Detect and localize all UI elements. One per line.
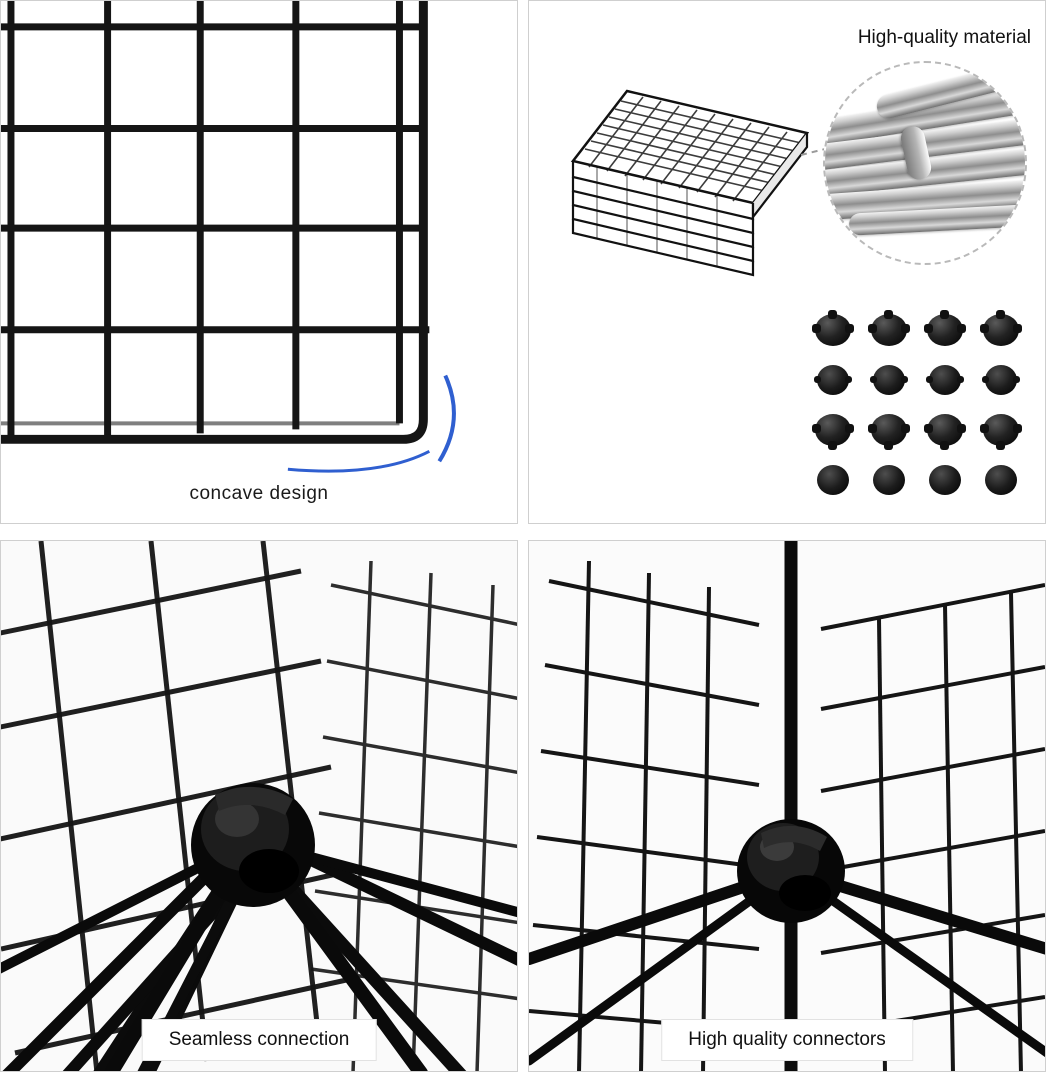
connector-piece bbox=[980, 310, 1022, 350]
panel-high-quality-connectors bbox=[528, 540, 1046, 1072]
connector-piece bbox=[980, 360, 1022, 400]
connector-piece bbox=[868, 460, 910, 500]
connector-piece bbox=[812, 310, 854, 350]
seamless-connection-photo bbox=[1, 541, 517, 1071]
connector-piece bbox=[868, 360, 910, 400]
connector-piece bbox=[868, 310, 910, 350]
connector-piece bbox=[980, 460, 1022, 500]
panel3-caption: Seamless connection bbox=[142, 1019, 377, 1061]
connector-piece bbox=[812, 460, 854, 500]
connector-piece bbox=[924, 460, 966, 500]
panel1-caption: concave design bbox=[189, 483, 329, 504]
stacked-wire-panels-image bbox=[557, 81, 827, 291]
panel-concave-design bbox=[0, 0, 518, 524]
connector-piece bbox=[868, 410, 910, 450]
steel-rods-image bbox=[823, 97, 1027, 217]
connector-piece bbox=[980, 410, 1022, 450]
panel-material bbox=[528, 0, 1046, 524]
connector-piece bbox=[924, 310, 966, 350]
panel-seamless-connection bbox=[0, 540, 518, 1072]
high-quality-connectors-photo bbox=[529, 541, 1045, 1071]
connector-piece bbox=[924, 410, 966, 450]
connector-piece bbox=[812, 360, 854, 400]
material-magnifier-circle bbox=[823, 61, 1027, 265]
connector-pieces-grid bbox=[809, 309, 1025, 501]
connector-piece bbox=[924, 360, 966, 400]
connector-piece bbox=[812, 410, 854, 450]
wire-mesh-closeup-image bbox=[1, 1, 517, 523]
panel4-caption: High quality connectors bbox=[661, 1019, 913, 1061]
high-quality-material-label: High-quality material bbox=[857, 27, 1031, 48]
